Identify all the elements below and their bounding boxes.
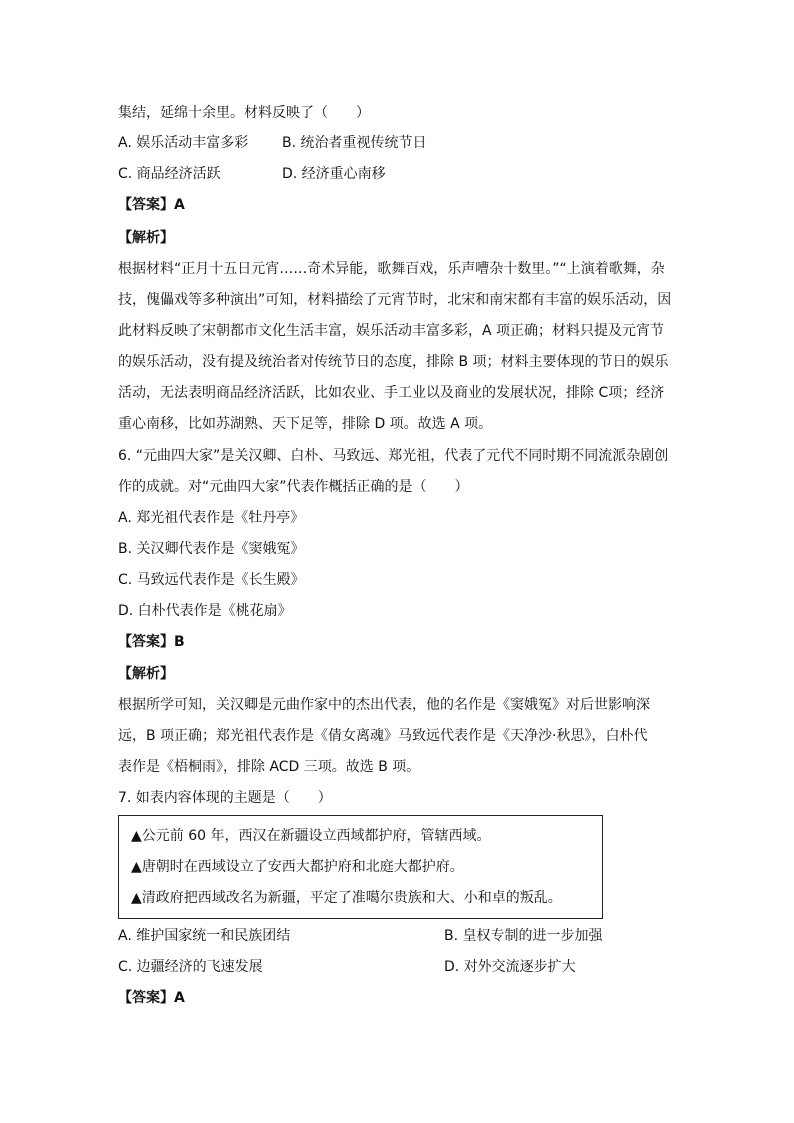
q6-option-d: D. 白朴代表作是《桃花扇》 bbox=[118, 603, 292, 619]
q5-option-d: D. 经济重心南移 bbox=[282, 166, 386, 182]
q6-analysis-line-3: 表作是《梧桐雨》，排除 ACD 三项。故选 B 项。 bbox=[118, 759, 421, 775]
q7-option-a: A. 维护国家统一和民族团结 bbox=[118, 928, 291, 944]
q6-stem-line-1: 6. “元曲四大家”是关汉卿、白朴、马致远、郑光祖，代表了元代不同时期不同流派杂剧创 bbox=[118, 448, 669, 464]
q6-stem-line-2: 作的成就。对“元曲四大家”代表作概括正确的是（ ） bbox=[118, 479, 469, 495]
q5-analysis-line-5: 活动，无法表明商品经济活跃，比如农业、手工业以及商业的发展状况，排除 C项；经济 bbox=[118, 385, 665, 401]
q5-analysis-line-2: 技，傀儡戏等多种演出”可知，材料描绘了元宵节时，北宋和南宋都有丰富的娱乐活动，因 bbox=[118, 292, 672, 308]
q5-stem-tail: 集结，延绵十余里。材料反映了（ ） bbox=[118, 105, 370, 121]
q7-option-b: B. 皇权专制的进一步加强 bbox=[444, 928, 603, 944]
q5-answer: 【答案】A bbox=[118, 197, 185, 213]
q6-analysis-line-1: 根据所学可知，关汉卿是元曲作家中的杰出代表，他的名作是《窦娥冤》对后世影响深 bbox=[118, 697, 650, 713]
q7-table-row-3: ▲清政府把西域改名为新疆，平定了准噶尔贵族和大、小和卓的叛乱。 bbox=[131, 890, 562, 906]
q6-answer: 【答案】B bbox=[118, 634, 185, 650]
q5-analysis-line-1: 根据材料“正月十五日元宵……奇术异能，歌舞百戏，乐声嘈杂十数里。”“上演着歌舞，杂 bbox=[118, 261, 665, 277]
q7-option-c: C. 边疆经济的飞速发展 bbox=[118, 959, 263, 975]
q5-option-a: A. 娱乐活动丰富多彩 bbox=[118, 135, 249, 151]
q7-answer: 【答案】A bbox=[118, 990, 185, 1006]
q6-analysis-line-2: 远，B 项正确；郑光祖代表作是《倩女离魂》马致远代表作是《天净沙·秋思》，白朴代 bbox=[118, 728, 648, 744]
q5-analysis-line-6: 重心南移，比如苏湖熟、天下足等，排除 D 项。故选 A 项。 bbox=[118, 416, 493, 432]
q7-stem: 7. 如表内容体现的主题是（ ） bbox=[118, 790, 332, 806]
q6-option-b: B. 关汉卿代表作是《窦娥冤》 bbox=[118, 541, 305, 557]
q5-option-c: C. 商品经济活跃 bbox=[118, 166, 221, 182]
q6-analysis-title: 【解析】 bbox=[118, 666, 174, 682]
q6-option-a: A. 郑光祖代表作是《牡丹亭》 bbox=[118, 510, 305, 526]
q7-material-table bbox=[118, 815, 603, 919]
q5-analysis-title: 【解析】 bbox=[118, 230, 174, 246]
q5-analysis-line-4: 的娱乐活动，没有提及统治者对传统节日的态度，排除 B 项；材料主要体现的节日的娱乐 bbox=[118, 354, 669, 370]
q7-option-d: D. 对外交流逐步扩大 bbox=[444, 959, 576, 975]
q5-analysis-line-3: 此材料反映了宋朝都市文化生活丰富，娱乐活动丰富多彩，A 项正确；材料只提及元宵节 bbox=[118, 323, 665, 339]
q5-option-b: B. 统治者重视传统节日 bbox=[282, 135, 427, 151]
q7-table-row-2: ▲唐朝时在西域设立了安西大都护府和北庭大都护府。 bbox=[131, 859, 464, 875]
q7-table-row-1: ▲公元前 60 年，西汉在新疆设立西域都护府，管辖西域。 bbox=[131, 828, 491, 844]
q6-option-c: C. 马致远代表作是《长生殿》 bbox=[118, 572, 305, 588]
